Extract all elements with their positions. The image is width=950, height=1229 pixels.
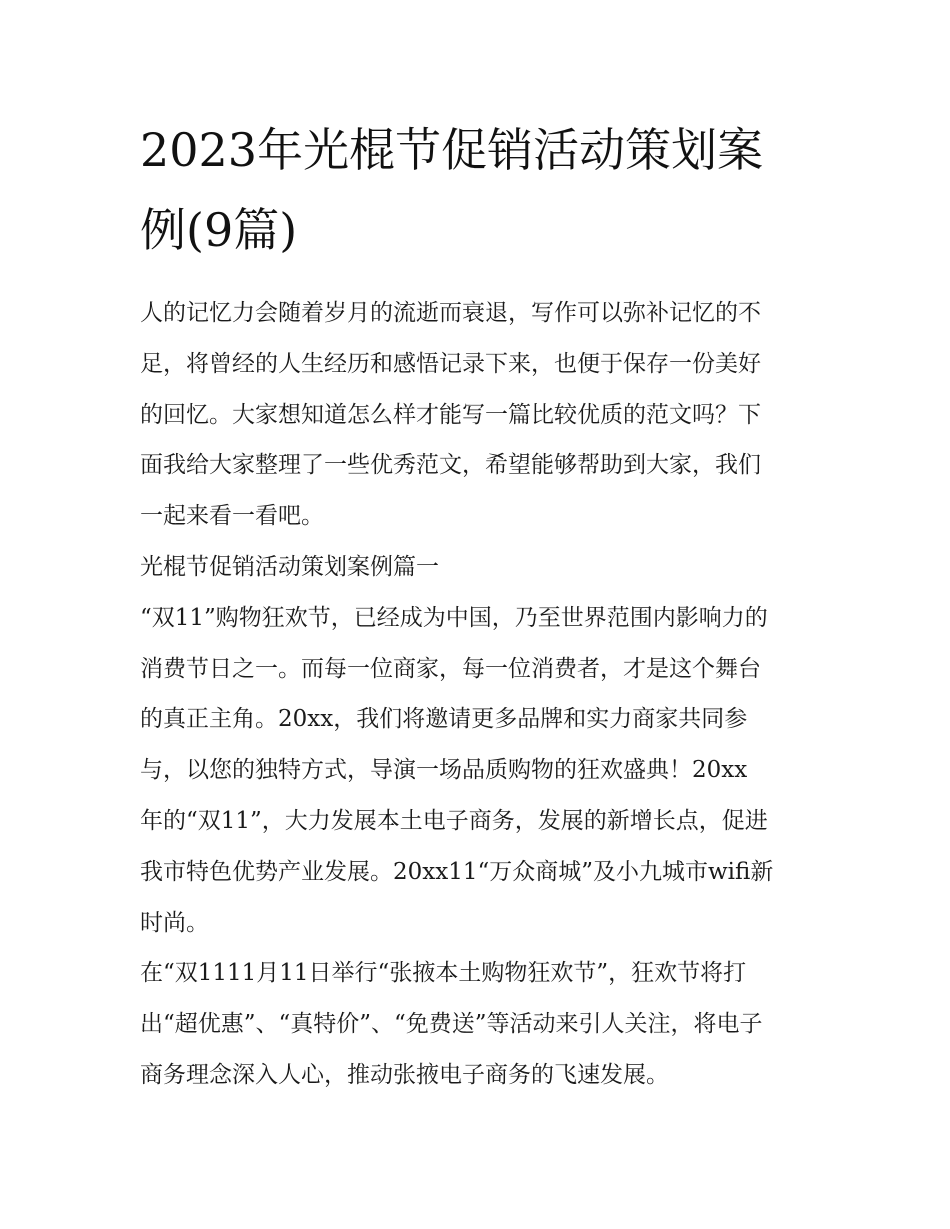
text-line: 面我给大家整理了一些优秀范文，希望能够帮助到大家，我们	[140, 452, 761, 479]
title-line: 2023年光棍节促销活动策划案	[140, 123, 764, 177]
text-line: 与，以您的独特方式，导演一场品质购物的狂欢盛典！20xx	[140, 757, 748, 784]
body-paragraph-1	[140, 593, 820, 949]
body-paragraph-2	[140, 948, 820, 1100]
text-line: 的真正主角。20xx，我们将邀请更多品牌和实力商家共同参	[140, 706, 748, 733]
document-body	[140, 288, 820, 1101]
text-line: 时尚。	[140, 909, 209, 936]
text-line: 在“双1111月11日举行“张掖本土购物狂欢节”，狂欢节将打	[140, 960, 747, 987]
text-line: 我市特色优势产业发展。20xx11“万众商城”及小九城市wifi新	[140, 858, 774, 885]
title-line: 例(9篇)	[140, 203, 298, 257]
section-heading: 光棍节促销活动策划案例篇一	[140, 553, 439, 580]
text-line: 商务理念深入人心，推动张掖电子商务的飞速发展。	[140, 1061, 669, 1088]
document-page	[140, 110, 820, 1101]
intro-paragraph	[140, 288, 820, 542]
text-line: 足，将曾经的人生经历和感悟记录下来，也便于保存一份美好	[140, 350, 761, 377]
text-line: 消费节日之一。而每一位商家，每一位消费者，才是这个舞台	[140, 655, 761, 682]
text-line: 人的记忆力会随着岁月的流逝而衰退，写作可以弥补记忆的不	[140, 300, 761, 326]
text-line: 年的“双11”，大力发展本土电子商务，发展的新增长点，促进	[140, 807, 768, 834]
document-title	[140, 110, 820, 270]
text-line: 的回忆。大家想知道怎么样才能写一篇比较优质的范文吗？下	[140, 401, 761, 428]
text-line: 一起来看一看吧。	[140, 503, 324, 530]
text-line: “双11”购物狂欢节，已经成为中国，乃至世界范围内影响力的	[140, 604, 768, 631]
text-line: 出“超优惠”、“真特价”、“免费送”等活动来引人关注，将电子	[140, 1011, 763, 1038]
